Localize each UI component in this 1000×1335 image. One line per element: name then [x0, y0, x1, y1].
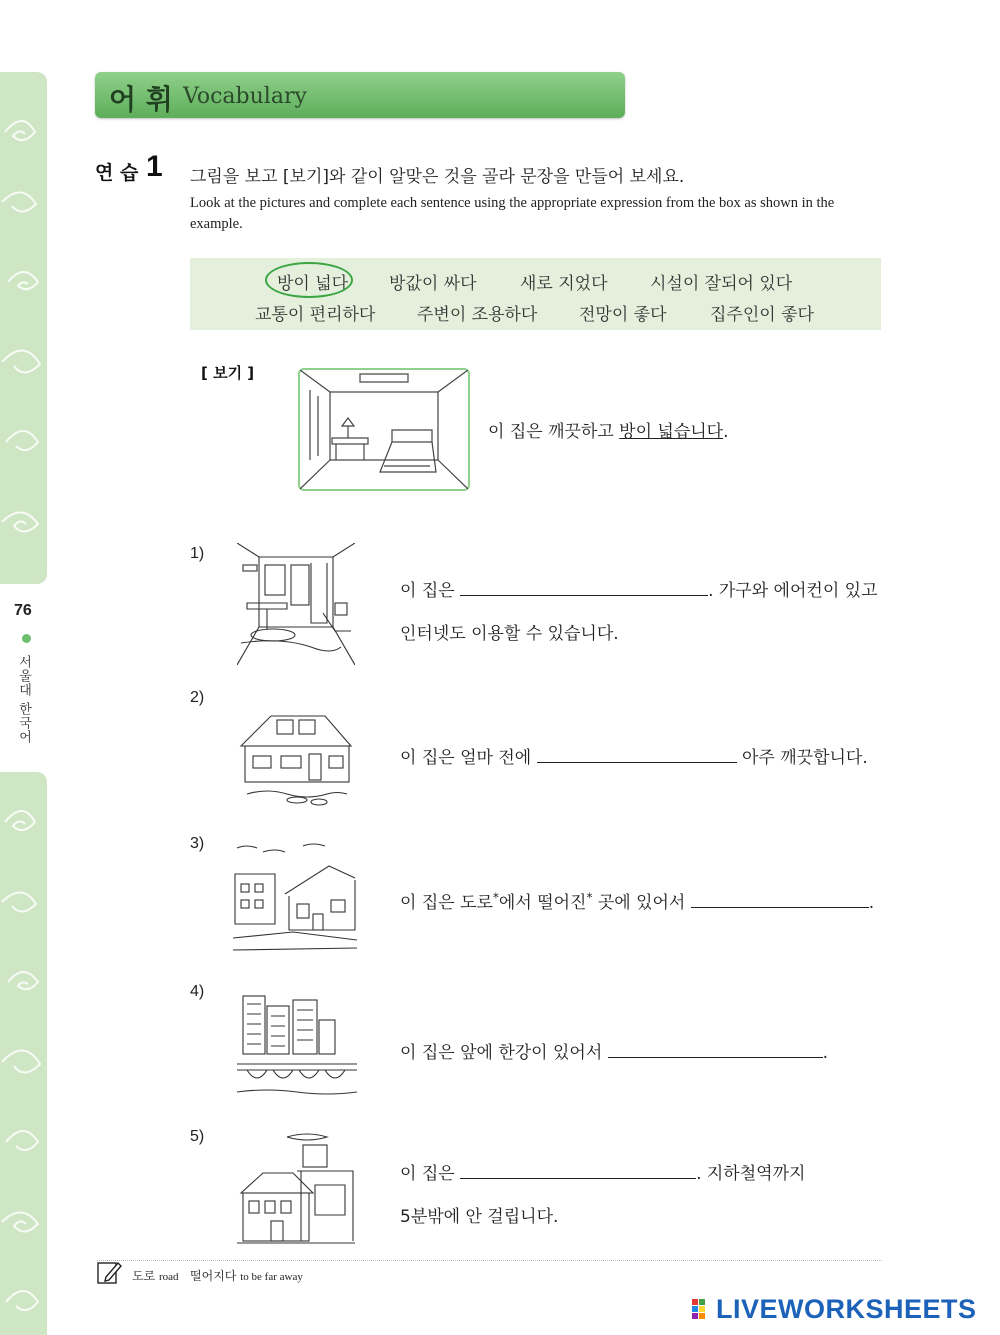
page-dot	[22, 634, 31, 643]
question-text: .	[822, 1043, 829, 1063]
word-option[interactable]	[277, 269, 348, 294]
footnote-text	[132, 1267, 303, 1284]
answer-blank[interactable]	[691, 893, 869, 908]
word-option[interactable]: 주변이 조용하다	[417, 305, 538, 325]
footnote-word: 떨어지다	[190, 1269, 237, 1283]
question-text: 이 집은 도로	[400, 893, 493, 913]
word-option[interactable]: 전망이 좋다	[579, 305, 667, 325]
answer-blank[interactable]	[608, 1043, 823, 1058]
banner-korean-title: 어 휘	[109, 83, 173, 116]
quiet-street-illustration	[233, 838, 357, 956]
example-label: [ 보기 ]	[201, 364, 255, 382]
question-text: 이 집은 앞에 한강이 있어서	[400, 1043, 608, 1063]
sidebar-decoration-bottom	[0, 772, 47, 1335]
liveworksheets-watermark: LIVEWORKSHEETS	[716, 1294, 977, 1324]
footnote-translation: to be far away	[240, 1271, 303, 1283]
footnote-word: 도로	[132, 1269, 156, 1283]
word-option-label: 방이 넓다	[277, 274, 349, 294]
word-option[interactable]: 방값이 싸다	[389, 274, 477, 294]
exercise-label: 연 습	[95, 162, 139, 184]
question-number: 1)	[190, 545, 205, 562]
answer-circle	[265, 262, 353, 298]
sidebar-decoration-top	[0, 72, 47, 584]
question-text: . 가구와 에어컨이 있고	[708, 581, 878, 601]
banner-english-title: Vocabulary	[183, 84, 307, 109]
question-5-line-2: 5분밖에 안 걸립니다.	[400, 1207, 559, 1227]
question-text: 곳에 있어서	[592, 893, 691, 913]
question-text: .	[868, 893, 875, 913]
question-text: 이 집은	[400, 581, 461, 601]
question-5-line-1	[400, 1159, 805, 1184]
footnote-translation: road	[159, 1271, 179, 1283]
new-house-illustration	[237, 706, 355, 808]
example-sentence	[488, 417, 729, 442]
answer-blank[interactable]	[460, 1164, 696, 1179]
pencil-note-icon	[96, 1259, 122, 1285]
word-option[interactable]: 집주인이 좋다	[710, 305, 814, 325]
footnote-star: *	[492, 890, 499, 905]
example-sentence-end: .	[723, 422, 729, 442]
section-banner	[95, 72, 625, 118]
page-number: 76	[14, 602, 32, 619]
instruction-english: Look at the pictures and complete each sentence using the appropriate expression from the box as shown in the example.	[190, 195, 835, 232]
word-option[interactable]: 시설이 잘되어 있다	[650, 274, 793, 294]
question-4-line-1	[400, 1038, 828, 1063]
word-option[interactable]: 교통이 편리하다	[255, 305, 376, 325]
exercise-number: 1	[146, 150, 163, 183]
question-number: 5)	[190, 1128, 205, 1145]
answer-blank[interactable]	[537, 748, 737, 763]
instruction-korean: 그림을 보고 [보기]와 같이 알맞은 것을 골라 문장을 만들어 보세요.	[190, 167, 685, 187]
question-text: 이 집은 얼마 전에	[400, 748, 537, 768]
question-3-line-1	[400, 888, 874, 913]
question-2-line-1	[400, 743, 868, 768]
river-view-apartment-illustration	[237, 990, 357, 1102]
word-box	[190, 258, 881, 330]
question-text: 이 집은	[400, 1164, 461, 1184]
example-answer: 방이 넓습니다	[619, 422, 724, 442]
answer-blank[interactable]	[460, 581, 708, 596]
question-number: 2)	[190, 689, 205, 706]
question-text: 아주 깨끗합니다.	[736, 748, 868, 768]
footnote-divider	[97, 1260, 882, 1261]
question-1-line-2: 인터넷도 이용할 수 있습니다.	[400, 624, 619, 644]
question-number: 4)	[190, 983, 205, 1000]
example-sentence-start: 이 집은 깨끗하고	[488, 422, 620, 442]
question-number: 3)	[190, 835, 205, 852]
footnote-star: *	[586, 890, 593, 905]
furnished-room-illustration	[237, 543, 355, 665]
question-text: 에서 떨어진	[498, 893, 587, 913]
subway-station-house-illustration	[237, 1131, 355, 1248]
book-title: 서울대 한국어	[16, 655, 31, 745]
word-option[interactable]: 새로 지었다	[520, 274, 608, 294]
question-text: . 지하철역까지	[696, 1164, 806, 1184]
liveworksheets-logo-icon	[692, 1299, 714, 1323]
question-1-line-1	[400, 576, 878, 601]
example-room-illustration	[298, 368, 470, 491]
